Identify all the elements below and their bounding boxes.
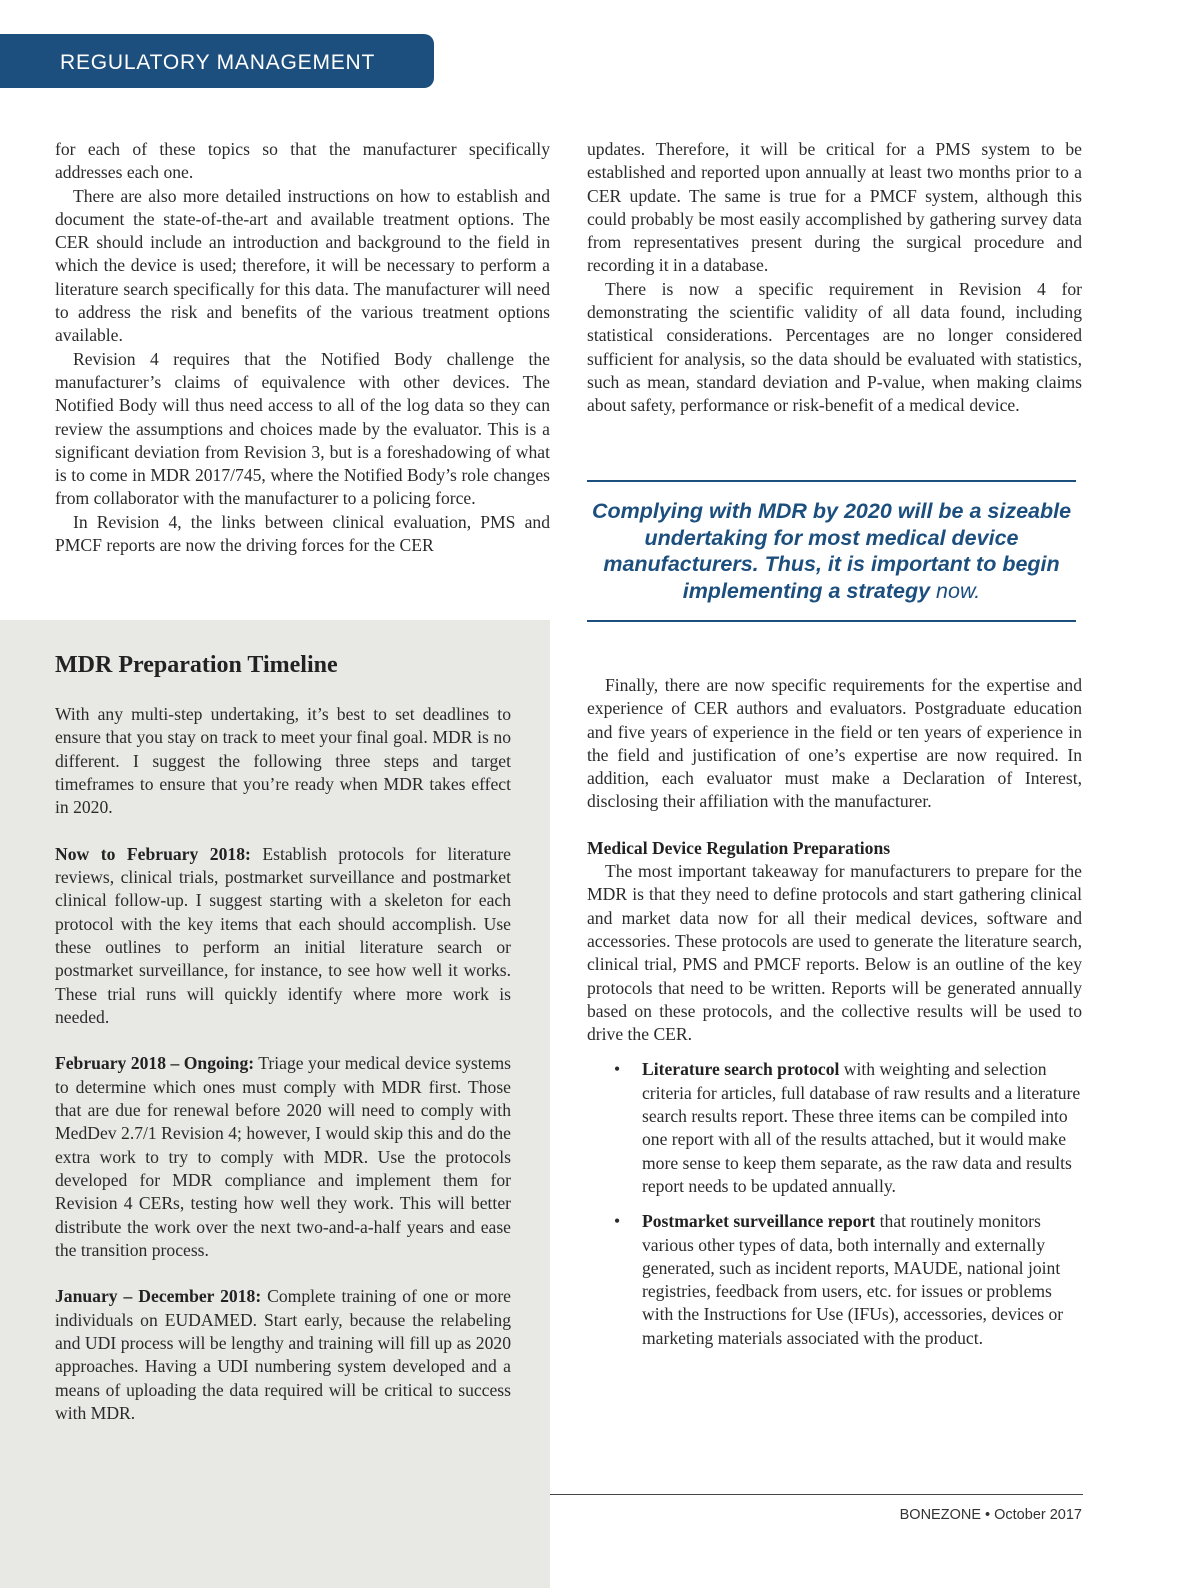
pull-quote — [587, 480, 1076, 622]
timeline-step-text: Establish protocols for literature reviews, clinical trials, postmarket surveillance and postmarket clinical follow-up. I suggest starting with a skeleton for each protocol with the key items that each should accomplish. Use these outlines to perform an initial literature search or postmarket surveillance, for instance, to see how well it works. These trial runs will quickly identify where more work is needed. — [55, 843, 511, 1027]
subheading: Medical Device Regulation Preparations — [587, 837, 891, 858]
paragraph: Revision 4 requires that the Notified Body challenge the manufacturer’s claims of equivalence with other devices. The Notified Body will thus need access to all of the log data so they can review the assumptions and choices made by the evaluator. This is a significant deviation from Revision 3, but is a foreshadowing of what is to come in MDR 2017/745, where the Notified Body’s role changes from collaborator with the manufacturer to a policing force. — [55, 348, 550, 509]
list-item-text: with weighting and selection criteria for articles, full database of raw results and a literature search results report. These three items can be compiled into one report with all of the results attached, but it would make more sense to keep them separate, as the raw data and results report needs to be updated annually. — [642, 1059, 1081, 1196]
paragraph: The most important takeaway for manufacturers to prepare for the MDR is that they need to define protocols and start gathering clinical and market data now for all their medical devices, software and accessories. These protocols are used to generate the literature search, clinical trial, PMS and PMCF reports. Below is an outline of the key protocols that need to be written. Reports will be generated annually based on these protocols, and the collective results will be used to drive the CER. — [587, 861, 1082, 1045]
timeline-step-label: Now to February 2018: — [55, 843, 251, 864]
article-left-column — [55, 138, 550, 557]
timeline-step-label: February 2018 – Ongoing: — [55, 1053, 255, 1074]
sidebar-intro: With any multi-step undertaking, it’s best to set deadlines to ensure that you stay on track to meet your final goal. MDR is no different. I suggest the following three steps and target timeframes to ensure that you’re ready when MDR takes effect in 2020. — [55, 704, 511, 818]
list-item — [587, 1210, 1082, 1350]
list-item — [587, 1058, 1082, 1198]
article-right-column — [587, 138, 1082, 418]
sidebar-body — [55, 703, 511, 1449]
footer-divider — [550, 1494, 1083, 1495]
timeline-step-label: January – December 2018: — [55, 1286, 262, 1307]
footer-publication: BONEZONE • October 2017 — [899, 1507, 1082, 1523]
sidebar-title: MDR Preparation Timeline — [55, 652, 338, 678]
pull-quote-text: Complying with MDR by 2020 will be a sizeable undertaking for most medical device manufacturers. Thus, it is important to begin implementing a strategy — [591, 499, 1072, 603]
paragraph: There are also more detailed instructions on how to establish and document the state-of-the-art and available treatment options. The CER should include an introduction and background to the field in which the device is used; therefore, it will be necessary to perform a literature search specifically for this data. The manufacturer will need to address the risk and benefits of the various treatment options available. — [55, 185, 550, 346]
section-label: REGULATORY MANAGEMENT — [60, 51, 376, 74]
timeline-step-text: Complete training of one or more individuals on EUDAMED. Start early, because the relabeling and UDI process will be lengthy and training will fill up as 2020 approaches. Having a UDI numbering system developed and a means of uploading the data required will be critical to success with MDR. — [55, 1286, 511, 1423]
protocol-list — [587, 1058, 1082, 1350]
list-item-text: that routinely monitors various other types of data, both internally and externally generated, such as incident reports, MAUDE, national joint registries, feedback from users, etc. for issues or problems with the Instructions for Use (IFUs), accessories, devices or marketing materials associated with the product. — [642, 1211, 1064, 1348]
article-right-column-lower — [587, 674, 1082, 1362]
list-item-lead: Postmarket surveillance report — [642, 1211, 876, 1232]
bullet-icon: • — [614, 1059, 621, 1080]
paragraph: updates. Therefore, it will be critical for a PMS system to be established and reported upon annually at least two months prior to a CER update. The same is true for a PMCF system, although this could probably be most easily accomplished by gathering survey data from representatives present during the surgical procedure and recording it in a database. — [587, 139, 1082, 276]
timeline-step — [55, 1285, 511, 1425]
bullet-icon: • — [614, 1211, 621, 1232]
pull-quote-emphasis: now. — [936, 578, 981, 603]
timeline-step — [55, 1052, 511, 1262]
timeline-step — [55, 843, 511, 1029]
timeline-step-text: Triage your medical device systems to determine which ones must comply with MDR first. Those that are due for renewal before 2020 will need to comply with MedDev 2.7/1 Revision 4; however, I would skip this and do the extra work to try to comply with MDR. Use the protocols developed for MDR compliance and implement them for Revision 4 CERs, testing how well they work. This will better distribute the work over the next two-and-a-half years and ease the transition process. — [55, 1053, 511, 1260]
paragraph: Finally, there are now specific requirements for the expertise and experience of CER authors and evaluators. Postgraduate education and five years of experience in the field or ten years of experience in the field and justification of one’s expertise are now required. In addition, each evaluator must make a Declaration of Interest, disclosing their affiliation with the manufacturer. — [587, 675, 1082, 812]
paragraph: There is now a specific requirement in Revision 4 for demonstrating the scientific validity of all data found, including statistical considerations. Percentages are no longer considered sufficient for analysis, so the data should be evaluated with statistics, such as mean, standard deviation and P-value, when making claims about safety, performance or risk-benefit of a medical device. — [587, 278, 1082, 416]
paragraph: In Revision 4, the links between clinical evaluation, PMS and PMCF reports are now the driving forces for the CER — [55, 511, 550, 556]
paragraph: for each of these topics so that the manufacturer specifically addresses each one. — [55, 139, 550, 183]
list-item-lead: Literature search protocol — [642, 1059, 840, 1080]
